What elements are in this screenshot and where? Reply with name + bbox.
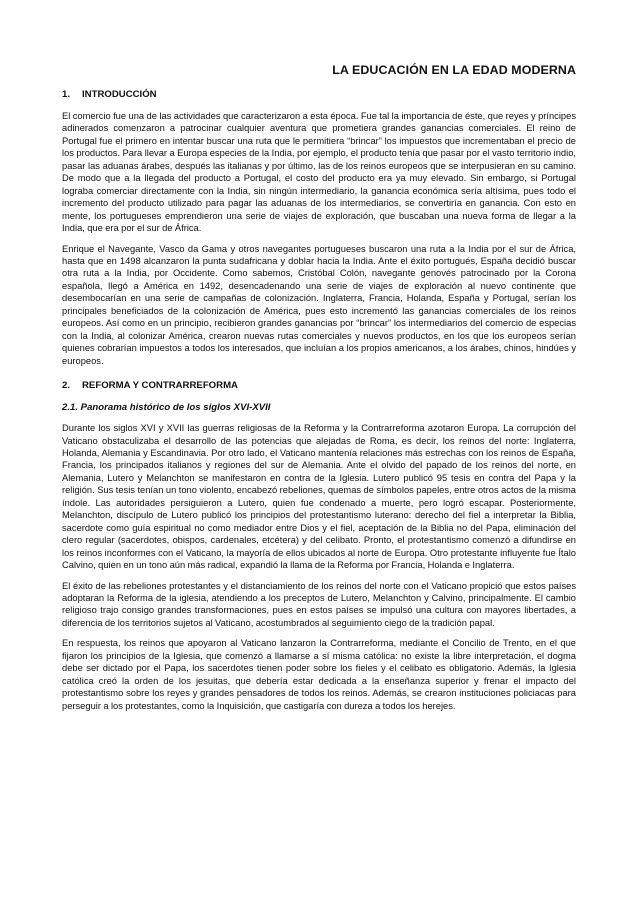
- paragraph: El éxito de las rebeliones protestantes y el distanciamiento de los reinos del norte con el Vaticano propició que estos países adoptaran la Reforma de la iglesia, atendiendo a los preceptos de Lutero, Melanchton y Calvino, principalmente. El cambio religioso trajo consigo grandes transformaciones, pues en estos países se impulsó una cultura con mayores libertades, a diferencia de los territorios sujetos al Vaticano, acostumbrados al seguimiento ciego de la tradición papal.: [62, 580, 576, 628]
- paragraph: Durante los siglos XVI y XVII las guerras religiosas de la Reforma y la Contrarreforma azotaron Europa. La corrupción del Vaticano obstaculizaba el desarrollo de las potencias que alejadas de Roma, es decir, los reinos del norte: Inglaterra, Holanda, Alemania y Escandinavia. Por otro lado, el Vaticano mantenía relaciones más estrechas con los reinos de España, Francia, los principados italianos y regiones del sur de Alemania. Ante el olvido del papado de los reinos del norte, en Alemania, Lutero y Melanchton se manifestaron en contra de la Iglesia. Lutero publicó 95 tesis en contra del Papa y la religión. Sus tesis tenían un tono violento, encabezó rebeliones, quemas de símbolos papeles, entre otros actos de la misma índole. Las autoridades persiguieron a Lutero, quien fue condenado a muerte, pero logró escapar. Posteriormente, Melanchton, discípulo de Lutero publicó los principios del protestantismo luterano: derecho del fiel a interpretar la Biblia, sacerdote como guía espiritual no como mediador entre Dios y el fiel, aceptación de la Biblia no del Papa, eliminación del clero regular (sacerdotes, obispos, cardenales, etcétera) y del celibato. Pronto, el protestantismo comenzó a difundirse en los reinos inconformes con el Vaticano, la mayoría de ellos ubicados al norte de Europa. Otro protestante influyente fue Ítalo Calvino, quien en un tono aún más radical, expandió la llama de la Reforma por Francia, Holanda e Inglaterra.: [62, 423, 576, 571]
- paragraph: Enrique el Navegante, Vasco da Gama y otros navegantes portugueses buscaron una ruta a la India por el sur de África, hasta que en 1498 alcanzaron la punta sudafricana y doblar hacia la India. Ante el éxito portugués, España decidió buscar otra ruta a la India, por Occidente. Como sabemos, Cristóbal Colón, navegante genovés patrocinado por la Corona española, llegó a América en 1492, desencadenando una serie de viajes de exploración al nuevo continente que desembocarían en una serie de campañas de colonización. Inglaterra, Francia, Holanda, España y Portugal, serían los principales beneficiados de la colonización de América, pues esto incrementó las ganancias comerciales de los reinos europeos. Así como en un principio, recibieron grandes ganancias por “brincar” los intermediarios del comercio de especias con la India, al colonizar América, crearon nuevas rutas comerciales y nuevos productos, en los que los europeos serían quienes cobrarían impuestos a todos los interesados, que incluían a los propios americanos, a los árabes, chinos, hindúes y europeos.: [62, 243, 576, 366]
- paragraph: El comercio fue una de las actividades que caracterizaron a esta época. Fue tal la importancia de éste, que reyes y príncipes adinerados comenzaron a patrocinar cualquier aventura que prometiera grandes ganancias comerciales. El reino de Portugal fue el primero en intentar buscar una ruta que le permitiera “brincar” los impuestos que incrementaban el precio de los productos. Para llevar a Europa especies de la India, por ejemplo, el producto tenía que pasar por el vasto territorio indio, pasar las aduanas árabes, después las italianas y por último, las de los reinos europeos que se interpusieran en su camino. De modo que a la llegada del producto a Portugal, el costo del producto era ya muy elevado. Sin embargo, si Portugal lograba comerciar directamente con la India, sin ningún intermediario, la ganancia económica sería altísima, pues todo el incremento del producto utilizado para pagar las aduanas de los intermediarios, se convertiría en ganancia. Con esto en mente, los portugueses emprendieron una serie de viajes de exploración, que buscaban una nueva forma de llegar a la India, que era por el sur de África.: [62, 111, 576, 234]
- section-heading-reforma: [62, 379, 576, 392]
- document-page: [62, 62, 576, 720]
- section-title: INTRODUCCIÓN: [82, 89, 157, 100]
- paragraph: En respuesta, los reinos que apoyaron al Vaticano lanzaron la Contrarreforma, mediante el Concilio de Trento, en el que fijaron los principios de la Iglesia, que comenzó a llamarse a sí misma católica: no existe la libre interpretación, el dogma debe ser dictado por el Papa, los sacerdotes tienen poder sobre los fieles y el celibato es obligatorio. Además, la Iglesia católica creó la orden de los jesuitas, que debería estar dedicada a la enseñanza superior y frenar el impacto del protestantismo sobre los reyes y grandes pensadores de todos los reinos. Además, se crearon instituciones policiacas para perseguir a los protestantes, como la Inquisición, que castigaría con dureza a todos los herejes.: [62, 638, 576, 711]
- section-title: REFORMA Y CONTRARREFORMA: [82, 380, 238, 392]
- section-heading-introduccion: [62, 88, 576, 101]
- subsection-heading: 2.1. Panorama histórico de los siglos XVI-XVII: [62, 402, 271, 414]
- section-number: 2.: [62, 380, 71, 392]
- document-title: LA EDUCACIÓN EN LA EDAD MODERNA: [332, 63, 576, 77]
- section-number: 1.: [62, 89, 71, 100]
